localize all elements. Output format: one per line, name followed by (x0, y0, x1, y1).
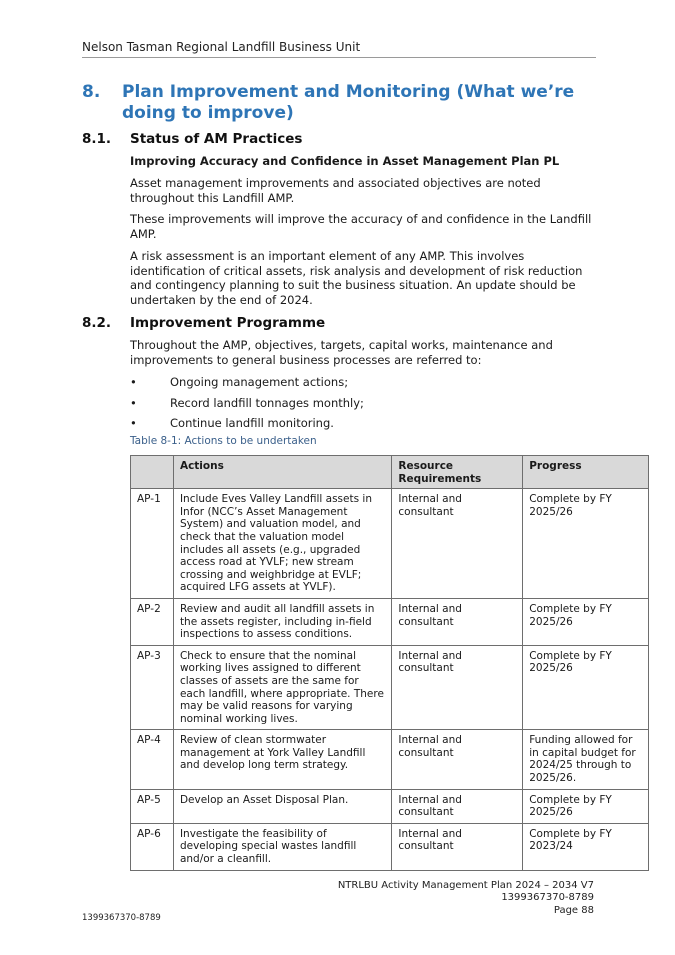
footer-plan-title: NTRLBU Activity Management Plan 2024 – 2034 V7 (337, 880, 594, 891)
bullet-list (130, 375, 600, 437)
page-header: Nelson Tasman Regional Landfill Business Unit (82, 40, 596, 58)
subsection-heading-status (82, 131, 302, 147)
row-id: AP-6 (131, 823, 174, 870)
row-progress: Complete by FY 2023/24 (523, 823, 649, 870)
subheading-improving-accuracy: Improving Accuracy and Confidence in Asset Management Plan PL (130, 154, 560, 168)
subsection-heading-programme (82, 315, 325, 331)
page-footer (338, 880, 594, 917)
row-action: Investigate the feasibility of developing special wastes landfill and/or a cleanfill. (173, 823, 391, 870)
table-row (131, 730, 649, 789)
row-progress: Complete by FY 2025/26 (523, 598, 649, 645)
row-resource: Internal and consultant (392, 645, 523, 730)
bullet-icon: • (130, 375, 137, 389)
actions-table (130, 455, 649, 871)
row-action: Check to ensure that the nominal working lives assigned to different classes of assets are the same for each landfill, where appropriate. There may be valid reasons for varying nominal working lives. (173, 645, 391, 730)
subsection-title: Improvement Programme (130, 315, 326, 331)
list-item (130, 375, 600, 396)
row-id: AP-4 (131, 730, 174, 789)
bullet-icon: • (130, 416, 137, 430)
table-row (131, 823, 649, 870)
header-id (131, 456, 174, 489)
footer-page-number: Page 88 (553, 904, 594, 916)
footer-reference: 1399367370-8789 (501, 892, 594, 904)
row-action: Review and audit all landfill assets in the assets register, including in-field inspections to assess conditions. (173, 598, 391, 645)
header-resource-requirements: Resource Requirements (392, 456, 523, 489)
subsection-title: Status of AM Practices (130, 131, 303, 147)
row-id: AP-2 (131, 598, 174, 645)
row-id: AP-1 (131, 489, 174, 599)
row-resource: Internal and consultant (392, 730, 523, 789)
paragraph-programme-intro: Throughout the AMP, objectives, targets, capital works, maintenance and improvements to general business processes are referred to: (130, 338, 553, 367)
section-number: 8. (82, 82, 101, 102)
list-item-text: Continue landfill monitoring. (170, 416, 334, 430)
paragraph-accuracy: These improvements will improve the accuracy of and confidence in the Landfill AMP. (130, 212, 592, 241)
row-action: Review of clean stormwater management at York Valley Landfill and develop long term strategy. (173, 730, 391, 789)
row-resource: Internal and consultant (392, 823, 523, 870)
bullet-icon: • (130, 395, 137, 410)
subsection-number: 8.2. (82, 315, 112, 331)
header-progress: Progress (523, 456, 649, 489)
paragraph-improvements: Asset management improvements and associated objectives are noted throughout this Landfill AMP. (130, 176, 541, 205)
list-item (130, 416, 600, 437)
header-actions: Actions (173, 456, 391, 489)
table-row (131, 789, 649, 823)
row-id: AP-3 (131, 645, 174, 730)
table-caption: Table 8-1: Actions to be undertaken (130, 435, 317, 447)
table-row (131, 598, 649, 645)
table-header-row (131, 456, 649, 489)
row-progress: Complete by FY 2025/26 (523, 789, 649, 823)
row-resource: Internal and consultant (392, 489, 523, 599)
document-id: 1399367370-8789 (82, 913, 161, 923)
row-action: Include Eves Valley Landfill assets in Infor (NCC’s Asset Management System) and valuation model, and check that the valuation model includes all assets (e.g., upgraded access road at YVLF; new stream crossing and weighbridge at EVLF; acquired LFG assets at YVLF). (173, 489, 391, 599)
row-progress: Complete by FY 2025/26 (523, 489, 649, 599)
row-resource: Internal and consultant (392, 598, 523, 645)
row-id: AP-5 (131, 789, 174, 823)
paragraph-risk-assessment: A risk assessment is an important element of any AMP. This involves identification of critical assets, risk analysis and development of risk reduction and contingency planning to suit the business situation. An update should be undertaken by the end of 2024. (130, 249, 583, 307)
subsection-number: 8.1. (82, 131, 112, 147)
section-title: Plan Improvement and Monitoring (What we’re doing to improve) (122, 82, 575, 123)
section-heading (82, 82, 582, 124)
row-action: Develop an Asset Disposal Plan. (173, 789, 391, 823)
table-row (131, 645, 649, 730)
row-progress: Complete by FY 2025/26 (523, 645, 649, 730)
list-item-text: Record landfill tonnages monthly; (170, 395, 364, 410)
list-item-text: Ongoing management actions; (170, 375, 349, 389)
row-progress: Funding allowed for in capital budget for 2024/25 through to 2025/26. (523, 730, 649, 789)
list-item (130, 396, 600, 417)
row-resource: Internal and consultant (392, 789, 523, 823)
table-row (131, 489, 649, 599)
